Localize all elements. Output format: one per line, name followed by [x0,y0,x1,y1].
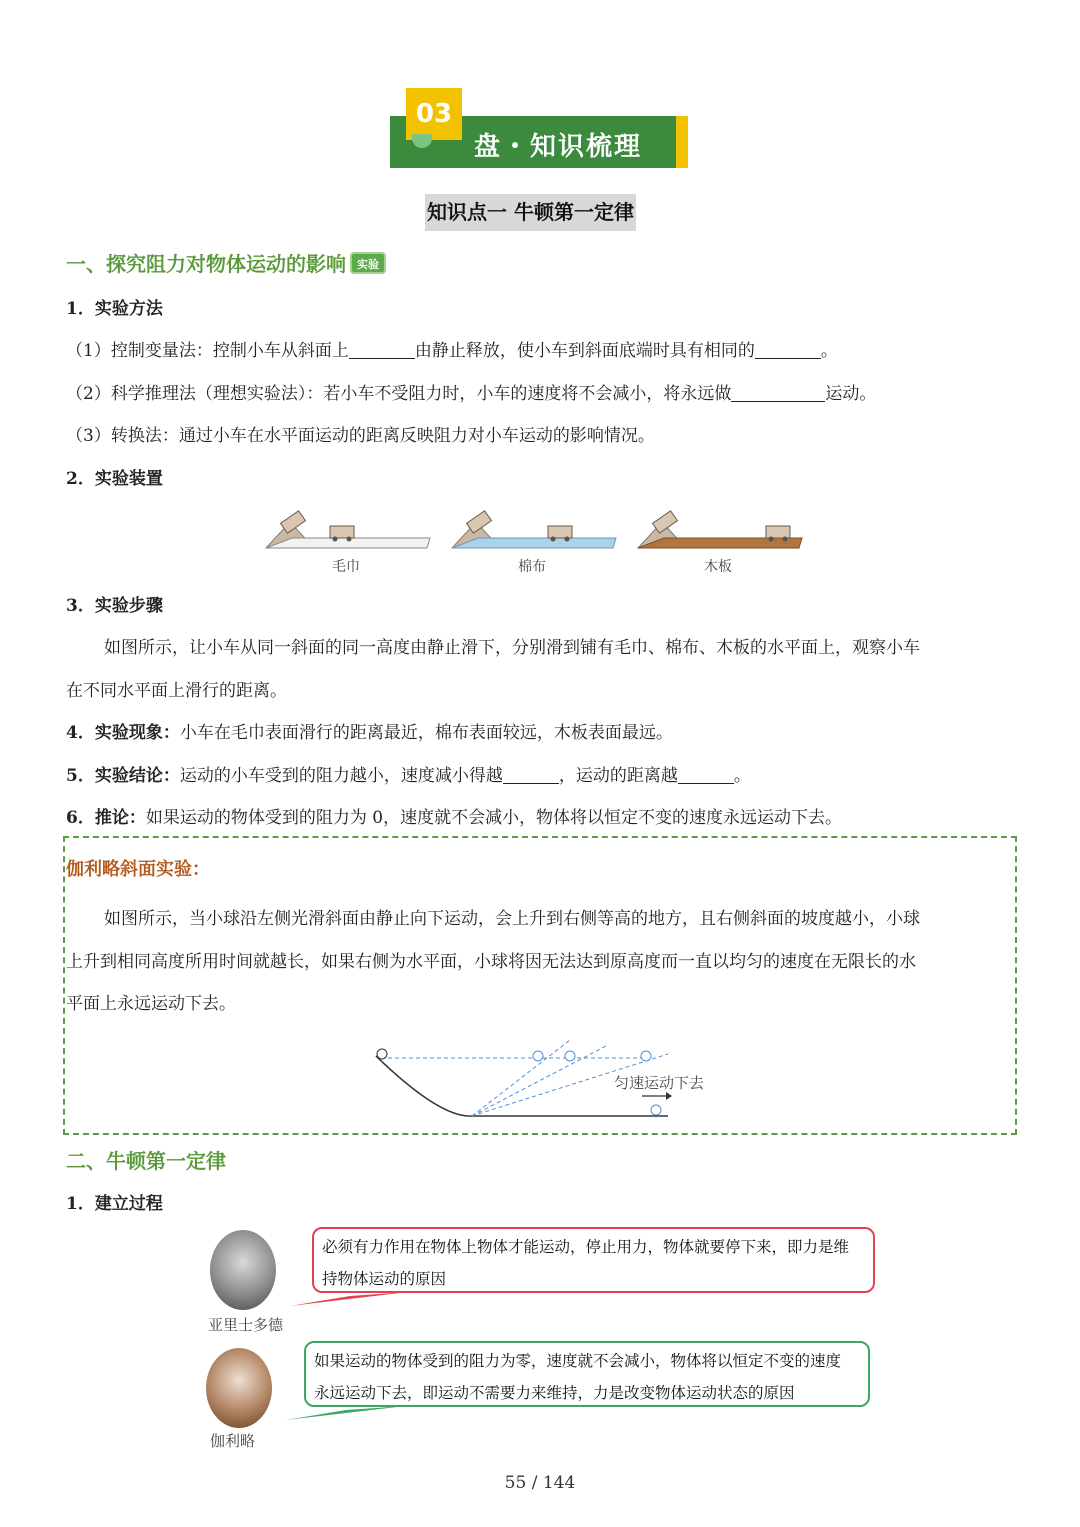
apparatus-wood [638,511,802,548]
apparatus-towel [266,511,430,548]
apparatus-label-wood: 木板 [704,559,732,575]
process-heading: 1．建立过程 [66,1194,163,1214]
aristotle-portrait [210,1230,276,1310]
galileo-box-title: 伽利略斜面实验： [66,859,210,880]
galileo-name: 伽利略 [210,1432,256,1450]
banner-accent [676,116,688,168]
section1-heading [66,248,386,277]
steps-heading: 3．实验步骤 [66,596,163,616]
banner-title: 盘・知识梳理 [474,132,643,162]
aristotle-quote-line-1: 必须有力作用在物体上物体才能运动，停止用力，物体就要停下来，即力是维 [322,1238,850,1256]
method-item-2: （2）科学推理法（理想实验法）：若小车不受阻力时，小车的速度将不会减小，将永远做 运动。 [66,384,877,404]
aristotle-bubble [312,1227,875,1293]
section2-heading: 二、牛顿第一定律 [66,1149,226,1173]
steps-line-2: 在不同水平面上滑行的距离。 [66,681,287,701]
apparatus-heading: 2．实验装置 [66,469,163,489]
galileo-line-1: 如图所示，当小球沿左侧光滑斜面由静止向下运动，会上升到右侧等高的地方，且右侧斜面的坡度越小，小球 [104,909,920,929]
inference: 6．推论：如果运动的物体受到的阻力为 0，速度就不会减小，物体将以恒定不变的速度永远运动下去。 [66,808,843,828]
conclusion: 5．实验结论：运动的小车受到的阻力越小，速度减小得越 ，运动的距离越 。 [66,766,751,786]
aristotle-name: 亚里士多德 [208,1316,284,1334]
banner-number: 03 [406,88,462,140]
aristotle-bubble-tail [290,1290,420,1310]
knowledge-point-title: 知识点一 牛顿第一定律 [425,194,636,231]
aristotle-quote-line-2: 持物体运动的原因 [322,1270,447,1288]
phenomenon: 4．实验现象：小车在毛巾表面滑行的距离最近，棉布表面较远，木板表面最远。 [66,723,673,743]
galileo-line-3: 平面上永远运动下去。 [66,994,236,1014]
method-heading: 1．实验方法 [66,299,163,319]
apparatus-label-cotton: 棉布 [518,559,546,575]
steps-line-1: 如图所示，让小车从同一斜面的同一高度由静止滑下，分别滑到铺有毛巾、棉布、木板的水平面上，观察小车 [104,638,920,658]
section-banner [390,88,688,168]
galileo-bubble [304,1341,870,1407]
apparatus-label-towel: 毛巾 [332,559,360,575]
page-number: 55 / 144 [504,1473,576,1493]
galileo-quote-line-2: 永远运动下去，即运动不需要力来维持，力是改变物体运动状态的原因 [314,1384,795,1402]
galileo-portrait [206,1348,272,1428]
method-item-1: （1）控制变量法：控制小车从斜面上 由静止释放，使小车到斜面底端时具有相同的 。 [66,341,838,361]
diagram-label: 匀速运动下去 [614,1074,705,1092]
section1-heading-text: 一、探究阻力对物体运动的影响 [66,252,346,276]
galileo-quote-line-1: 如果运动的物体受到的阻力为零，速度就不会减小，物体将以恒定不变的速度 [314,1352,842,1370]
experiment-tag: 实验 [350,252,386,274]
galileo-bubble-tail [286,1402,416,1424]
apparatus-cotton [452,511,616,548]
galileo-line-2: 上升到相同高度所用时间就越长，如果右侧为水平面，小球将因无法达到原高度而一直以均匀的速度在无限长的水 [66,952,916,972]
method-item-3: （3）转换法：通过小车在水平面运动的距离反映阻力对小车运动的影响情况。 [66,426,655,446]
